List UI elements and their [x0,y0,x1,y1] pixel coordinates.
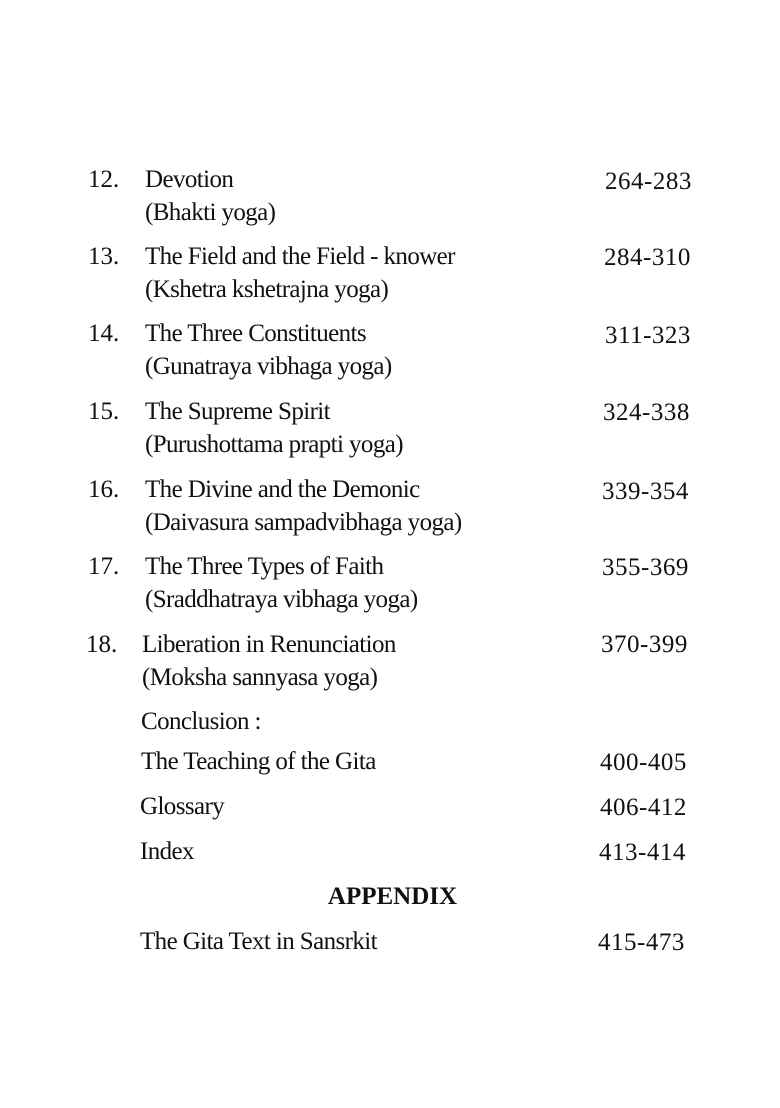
chapter-pages: 264-283 [605,168,692,195]
conclusion-pages: 400-405 [600,749,687,776]
conclusion-title: The Teaching of the Gita [141,748,376,775]
chapter-number: 17. [88,553,120,580]
chapter-subtitle: (Kshetra kshetrajna yoga) [145,276,389,303]
chapter-subtitle: (Bhakti yoga) [145,199,276,226]
chapter-pages: 355-369 [602,554,689,581]
chapter-number: 15. [88,398,120,425]
appendix-title: The Gita Text in Sansrkit [140,928,377,955]
chapter-title: The Field and the Field - knower [145,243,455,270]
chapter-title: Devotion [145,166,234,193]
index-pages: 413-414 [599,839,686,866]
appendix-heading: APPENDIX [327,883,458,910]
chapter-subtitle: (Purushottama prapti yoga) [145,431,403,458]
chapter-subtitle: (Daivasura sampadvibhaga yoga) [145,509,462,536]
appendix-pages: 415-473 [598,929,685,956]
chapter-pages: 339-354 [602,478,689,505]
chapter-number: 16. [88,476,120,503]
chapter-pages: 370-399 [601,631,688,658]
chapter-title: The Three Types of Faith [145,553,384,580]
chapter-pages: 284-310 [604,244,691,271]
chapter-number: 13. [88,243,120,270]
chapter-title: Liberation in Renunciation [142,631,396,658]
index-title: Index [140,838,194,865]
conclusion-label: Conclusion : [141,708,261,735]
chapter-number: 12. [88,166,120,193]
chapter-title: The Divine and the Demonic [145,476,420,503]
chapter-subtitle: (Gunatraya vibhaga yoga) [145,353,392,380]
chapter-subtitle: (Sraddhatraya vibhaga yoga) [145,586,418,613]
chapter-pages: 324-338 [603,399,690,426]
chapter-title: The Supreme Spirit [145,398,331,425]
glossary-title: Glossary [140,793,225,820]
chapter-number: 14. [88,320,120,347]
chapter-subtitle: (Moksha sannyasa yoga) [142,664,378,691]
chapter-number: 18. [86,631,118,658]
glossary-pages: 406-412 [600,794,687,821]
chapter-pages: 311-323 [605,322,691,349]
chapter-title: The Three Constituents [145,320,367,347]
